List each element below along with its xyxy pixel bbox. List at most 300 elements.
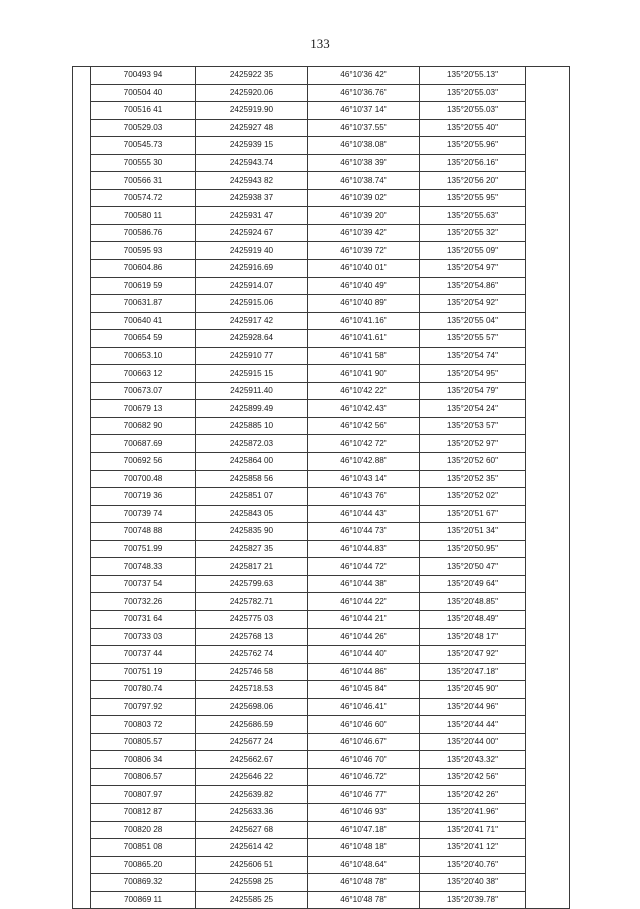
latitude-cell: 46°10'48 18" <box>308 839 420 857</box>
table-row <box>73 119 570 137</box>
longitude-cell: 135°20'55 40" <box>420 119 526 137</box>
y-coordinate-cell: 2425928.64 <box>196 330 308 348</box>
notes-cell <box>526 189 570 207</box>
latitude-cell: 46°10'40 01" <box>308 260 420 278</box>
y-coordinate-cell: 2425916.69 <box>196 260 308 278</box>
longitude-cell: 135°20'54.86" <box>420 277 526 295</box>
x-coordinate-cell: 700580 11 <box>91 207 196 225</box>
row-margin-cell <box>73 382 91 400</box>
row-margin-cell <box>73 312 91 330</box>
notes-cell <box>526 470 570 488</box>
longitude-cell: 135°20'55 95" <box>420 189 526 207</box>
longitude-cell: 135°20'52 35" <box>420 470 526 488</box>
table-row <box>73 330 570 348</box>
row-margin-cell <box>73 365 91 383</box>
notes-cell <box>526 277 570 295</box>
row-margin-cell <box>73 224 91 242</box>
notes-cell <box>526 242 570 260</box>
table-row <box>73 382 570 400</box>
y-coordinate-cell: 2425915 15 <box>196 365 308 383</box>
row-margin-cell <box>73 523 91 541</box>
longitude-cell: 135°20'48 17" <box>420 628 526 646</box>
longitude-cell: 135°20'54 74" <box>420 347 526 365</box>
latitude-cell: 46°10'42.88" <box>308 453 420 471</box>
table-row <box>73 172 570 190</box>
table-row <box>73 207 570 225</box>
notes-cell <box>526 137 570 155</box>
latitude-cell: 46°10'48 78" <box>308 874 420 892</box>
x-coordinate-cell: 700529.03 <box>91 119 196 137</box>
x-coordinate-cell: 700687.69 <box>91 435 196 453</box>
latitude-cell: 46°10'46.72" <box>308 768 420 786</box>
y-coordinate-cell: 2425718.53 <box>196 681 308 699</box>
table-row <box>73 523 570 541</box>
longitude-cell: 135°20'47.18" <box>420 663 526 681</box>
table-row <box>73 505 570 523</box>
table-row <box>73 312 570 330</box>
row-margin-cell <box>73 874 91 892</box>
longitude-cell: 135°20'56 20" <box>420 172 526 190</box>
y-coordinate-cell: 2425922 35 <box>196 67 308 85</box>
latitude-cell: 46°10'42 72" <box>308 435 420 453</box>
longitude-cell: 135°20'54 92" <box>420 295 526 313</box>
notes-cell <box>526 610 570 628</box>
latitude-cell: 46°10'46.41" <box>308 698 420 716</box>
x-coordinate-cell: 700631.87 <box>91 295 196 313</box>
latitude-cell: 46°10'40 49" <box>308 277 420 295</box>
longitude-cell: 135°20'54 95" <box>420 365 526 383</box>
y-coordinate-cell: 2425646 22 <box>196 768 308 786</box>
row-margin-cell <box>73 575 91 593</box>
notes-cell <box>526 260 570 278</box>
x-coordinate-cell: 700737 54 <box>91 575 196 593</box>
notes-cell <box>526 295 570 313</box>
y-coordinate-cell: 2425924 67 <box>196 224 308 242</box>
latitude-cell: 46°10'41.16" <box>308 312 420 330</box>
table-row <box>73 786 570 804</box>
longitude-cell: 135°20'41 71" <box>420 821 526 839</box>
table-row <box>73 768 570 786</box>
table-row <box>73 751 570 769</box>
row-margin-cell <box>73 260 91 278</box>
y-coordinate-cell: 2425606 51 <box>196 856 308 874</box>
notes-cell <box>526 874 570 892</box>
x-coordinate-cell: 700748 88 <box>91 523 196 541</box>
row-margin-cell <box>73 768 91 786</box>
y-coordinate-cell: 2425835 90 <box>196 523 308 541</box>
longitude-cell: 135°20'51 34" <box>420 523 526 541</box>
latitude-cell: 46°10'39 72" <box>308 242 420 260</box>
notes-cell <box>526 400 570 418</box>
table-row <box>73 698 570 716</box>
y-coordinate-cell: 2425817 21 <box>196 558 308 576</box>
y-coordinate-cell: 2425633.36 <box>196 803 308 821</box>
row-margin-cell <box>73 839 91 857</box>
longitude-cell: 135°20'40 38" <box>420 874 526 892</box>
table-row <box>73 646 570 664</box>
y-coordinate-cell: 2425698.06 <box>196 698 308 716</box>
x-coordinate-cell: 700700.48 <box>91 470 196 488</box>
longitude-cell: 135°20'55.03" <box>420 102 526 120</box>
latitude-cell: 46°10'44 86" <box>308 663 420 681</box>
latitude-cell: 46°10'41 58" <box>308 347 420 365</box>
x-coordinate-cell: 700574.72 <box>91 189 196 207</box>
notes-cell <box>526 768 570 786</box>
table-row <box>73 681 570 699</box>
x-coordinate-cell: 700692 56 <box>91 453 196 471</box>
latitude-cell: 46°10'44 38" <box>308 575 420 593</box>
latitude-cell: 46°10'39 02" <box>308 189 420 207</box>
notes-cell <box>526 663 570 681</box>
x-coordinate-cell: 700566 31 <box>91 172 196 190</box>
y-coordinate-cell: 2425627 68 <box>196 821 308 839</box>
latitude-cell: 46°10'42.43" <box>308 400 420 418</box>
latitude-cell: 46°10'44 72" <box>308 558 420 576</box>
x-coordinate-cell: 700869 11 <box>91 891 196 909</box>
notes-cell <box>526 856 570 874</box>
y-coordinate-cell: 2425919 40 <box>196 242 308 260</box>
longitude-cell: 135°20'52 97" <box>420 435 526 453</box>
y-coordinate-cell: 2425899.49 <box>196 400 308 418</box>
row-margin-cell <box>73 628 91 646</box>
x-coordinate-cell: 700748.33 <box>91 558 196 576</box>
longitude-cell: 135°20'45 90" <box>420 681 526 699</box>
x-coordinate-cell: 700619 59 <box>91 277 196 295</box>
row-margin-cell <box>73 330 91 348</box>
x-coordinate-cell: 700586.76 <box>91 224 196 242</box>
row-margin-cell <box>73 558 91 576</box>
row-margin-cell <box>73 751 91 769</box>
longitude-cell: 135°20'44 44" <box>420 716 526 734</box>
page-number: 133 <box>310 36 330 51</box>
table-row <box>73 365 570 383</box>
notes-cell <box>526 119 570 137</box>
longitude-cell: 135°20'50 47" <box>420 558 526 576</box>
latitude-cell: 46°10'44.83" <box>308 540 420 558</box>
x-coordinate-cell: 700806.57 <box>91 768 196 786</box>
y-coordinate-cell: 2425614 42 <box>196 839 308 857</box>
table-row <box>73 453 570 471</box>
notes-cell <box>526 365 570 383</box>
y-coordinate-cell: 2425938 37 <box>196 189 308 207</box>
table-row <box>73 67 570 85</box>
notes-cell <box>526 505 570 523</box>
x-coordinate-cell: 700595 93 <box>91 242 196 260</box>
longitude-cell: 135°20'44 00" <box>420 733 526 751</box>
y-coordinate-cell: 2425914.07 <box>196 277 308 295</box>
row-margin-cell <box>73 488 91 506</box>
row-margin-cell <box>73 716 91 734</box>
row-margin-cell <box>73 119 91 137</box>
longitude-cell: 135°20'50.95" <box>420 540 526 558</box>
row-margin-cell <box>73 242 91 260</box>
row-margin-cell <box>73 400 91 418</box>
notes-cell <box>526 382 570 400</box>
row-margin-cell <box>73 803 91 821</box>
notes-cell <box>526 751 570 769</box>
latitude-cell: 46°10'44 22" <box>308 593 420 611</box>
y-coordinate-cell: 2425943.74 <box>196 154 308 172</box>
y-coordinate-cell: 2425910 77 <box>196 347 308 365</box>
table-row <box>73 803 570 821</box>
y-coordinate-cell: 2425917 42 <box>196 312 308 330</box>
table-row <box>73 628 570 646</box>
notes-cell <box>526 523 570 541</box>
row-margin-cell <box>73 593 91 611</box>
notes-cell <box>526 698 570 716</box>
y-coordinate-cell: 2425915.06 <box>196 295 308 313</box>
latitude-cell: 46°10'48.64" <box>308 856 420 874</box>
row-margin-cell <box>73 207 91 225</box>
row-margin-cell <box>73 505 91 523</box>
notes-cell <box>526 102 570 120</box>
x-coordinate-cell: 700653.10 <box>91 347 196 365</box>
row-margin-cell <box>73 646 91 664</box>
longitude-cell: 135°20'55 57" <box>420 330 526 348</box>
longitude-cell: 135°20'55 32" <box>420 224 526 242</box>
y-coordinate-cell: 2425686.59 <box>196 716 308 734</box>
latitude-cell: 46°10'36.76" <box>308 84 420 102</box>
table-row <box>73 593 570 611</box>
longitude-cell: 135°20'41 12" <box>420 839 526 857</box>
latitude-cell: 46°10'43 14" <box>308 470 420 488</box>
table-row <box>73 575 570 593</box>
longitude-cell: 135°20'42 56" <box>420 768 526 786</box>
notes-cell <box>526 786 570 804</box>
x-coordinate-cell: 700555 30 <box>91 154 196 172</box>
latitude-cell: 46°10'42 56" <box>308 417 420 435</box>
longitude-cell: 135°20'39.78" <box>420 891 526 909</box>
table-row <box>73 856 570 874</box>
row-margin-cell <box>73 347 91 365</box>
table-row <box>73 189 570 207</box>
y-coordinate-cell: 2425662.67 <box>196 751 308 769</box>
notes-cell <box>526 154 570 172</box>
row-margin-cell <box>73 277 91 295</box>
notes-cell <box>526 540 570 558</box>
y-coordinate-cell: 2425782.71 <box>196 593 308 611</box>
notes-cell <box>526 716 570 734</box>
latitude-cell: 46°10'40 89" <box>308 295 420 313</box>
notes-cell <box>526 646 570 664</box>
x-coordinate-cell: 700751 19 <box>91 663 196 681</box>
x-coordinate-cell: 700516 41 <box>91 102 196 120</box>
notes-cell <box>526 312 570 330</box>
y-coordinate-cell: 2425799.63 <box>196 575 308 593</box>
notes-cell <box>526 839 570 857</box>
longitude-cell: 135°20'48.49" <box>420 610 526 628</box>
x-coordinate-cell: 700493 94 <box>91 67 196 85</box>
longitude-cell: 135°20'55.13" <box>420 67 526 85</box>
notes-cell <box>526 891 570 909</box>
row-margin-cell <box>73 786 91 804</box>
y-coordinate-cell: 2425885 10 <box>196 417 308 435</box>
y-coordinate-cell: 2425872.03 <box>196 435 308 453</box>
latitude-cell: 46°10'46 70" <box>308 751 420 769</box>
y-coordinate-cell: 2425677 24 <box>196 733 308 751</box>
y-coordinate-cell: 2425843 05 <box>196 505 308 523</box>
row-margin-cell <box>73 102 91 120</box>
table-row <box>73 891 570 909</box>
table-row <box>73 277 570 295</box>
x-coordinate-cell: 700865.20 <box>91 856 196 874</box>
row-margin-cell <box>73 67 91 85</box>
latitude-cell: 46°10'36 42" <box>308 67 420 85</box>
notes-cell <box>526 488 570 506</box>
notes-cell <box>526 681 570 699</box>
notes-cell <box>526 224 570 242</box>
x-coordinate-cell: 700719 36 <box>91 488 196 506</box>
table-row <box>73 400 570 418</box>
longitude-cell: 135°20'53 57" <box>420 417 526 435</box>
x-coordinate-cell: 700663 12 <box>91 365 196 383</box>
longitude-cell: 135°20'40.76" <box>420 856 526 874</box>
table-row <box>73 347 570 365</box>
longitude-cell: 135°20'55.63" <box>420 207 526 225</box>
longitude-cell: 135°20'48.85" <box>420 593 526 611</box>
latitude-cell: 46°10'41 90" <box>308 365 420 383</box>
x-coordinate-cell: 700797.92 <box>91 698 196 716</box>
latitude-cell: 46°10'44 40" <box>308 646 420 664</box>
y-coordinate-cell: 2425943 82 <box>196 172 308 190</box>
notes-cell <box>526 803 570 821</box>
x-coordinate-cell: 700806 34 <box>91 751 196 769</box>
row-margin-cell <box>73 295 91 313</box>
longitude-cell: 135°20'55.03" <box>420 84 526 102</box>
latitude-cell: 46°10'44 73" <box>308 523 420 541</box>
row-margin-cell <box>73 172 91 190</box>
y-coordinate-cell: 2425775 03 <box>196 610 308 628</box>
y-coordinate-cell: 2425919.90 <box>196 102 308 120</box>
latitude-cell: 46°10'37.55" <box>308 119 420 137</box>
longitude-cell: 135°20'54 97" <box>420 260 526 278</box>
x-coordinate-cell: 700751.99 <box>91 540 196 558</box>
row-margin-cell <box>73 610 91 628</box>
notes-cell <box>526 733 570 751</box>
y-coordinate-cell: 2425827 35 <box>196 540 308 558</box>
notes-cell <box>526 330 570 348</box>
row-margin-cell <box>73 435 91 453</box>
table-row <box>73 137 570 155</box>
y-coordinate-cell: 2425864 00 <box>196 453 308 471</box>
notes-cell <box>526 435 570 453</box>
x-coordinate-cell: 700820 28 <box>91 821 196 839</box>
longitude-cell: 135°20'41.96" <box>420 803 526 821</box>
y-coordinate-cell: 2425746 58 <box>196 663 308 681</box>
x-coordinate-cell: 700640 41 <box>91 312 196 330</box>
table-row <box>73 242 570 260</box>
table-row <box>73 839 570 857</box>
row-margin-cell <box>73 856 91 874</box>
notes-cell <box>526 207 570 225</box>
y-coordinate-cell: 2425911.40 <box>196 382 308 400</box>
longitude-cell: 135°20'55 09" <box>420 242 526 260</box>
x-coordinate-cell: 700739 74 <box>91 505 196 523</box>
row-margin-cell <box>73 417 91 435</box>
table-row <box>73 84 570 102</box>
latitude-cell: 46°10'42 22" <box>308 382 420 400</box>
x-coordinate-cell: 700731 64 <box>91 610 196 628</box>
table-row <box>73 610 570 628</box>
table-row <box>73 260 570 278</box>
latitude-cell: 46°10'37 14" <box>308 102 420 120</box>
y-coordinate-cell: 2425858 56 <box>196 470 308 488</box>
table-row <box>73 663 570 681</box>
longitude-cell: 135°20'52 60" <box>420 453 526 471</box>
x-coordinate-cell: 700679 13 <box>91 400 196 418</box>
y-coordinate-cell: 2425639.82 <box>196 786 308 804</box>
latitude-cell: 46°10'46 60" <box>308 716 420 734</box>
coordinates-table <box>72 66 570 909</box>
longitude-cell: 135°20'54 79" <box>420 382 526 400</box>
latitude-cell: 46°10'48 78" <box>308 891 420 909</box>
coordinates-table-body <box>73 67 570 909</box>
latitude-cell: 46°10'39 42" <box>308 224 420 242</box>
x-coordinate-cell: 700805.57 <box>91 733 196 751</box>
notes-cell <box>526 347 570 365</box>
longitude-cell: 135°20'47 92" <box>420 646 526 664</box>
latitude-cell: 46°10'38.08" <box>308 137 420 155</box>
latitude-cell: 46°10'44 43" <box>308 505 420 523</box>
table-row <box>73 558 570 576</box>
y-coordinate-cell: 2425931 47 <box>196 207 308 225</box>
row-margin-cell <box>73 821 91 839</box>
table-row <box>73 540 570 558</box>
notes-cell <box>526 84 570 102</box>
longitude-cell: 135°20'55.96" <box>420 137 526 155</box>
x-coordinate-cell: 700812 87 <box>91 803 196 821</box>
table-row <box>73 470 570 488</box>
row-margin-cell <box>73 540 91 558</box>
longitude-cell: 135°20'43.32" <box>420 751 526 769</box>
x-coordinate-cell: 700732.26 <box>91 593 196 611</box>
latitude-cell: 46°10'45 84" <box>308 681 420 699</box>
latitude-cell: 46°10'38 39" <box>308 154 420 172</box>
y-coordinate-cell: 2425585 25 <box>196 891 308 909</box>
row-margin-cell <box>73 681 91 699</box>
notes-cell <box>526 628 570 646</box>
latitude-cell: 46°10'43 76" <box>308 488 420 506</box>
x-coordinate-cell: 700682 90 <box>91 417 196 435</box>
x-coordinate-cell: 700604.86 <box>91 260 196 278</box>
latitude-cell: 46°10'41.61" <box>308 330 420 348</box>
table-row <box>73 733 570 751</box>
longitude-cell: 135°20'55 04" <box>420 312 526 330</box>
x-coordinate-cell: 700780.74 <box>91 681 196 699</box>
row-margin-cell <box>73 470 91 488</box>
row-margin-cell <box>73 663 91 681</box>
row-margin-cell <box>73 137 91 155</box>
table-row <box>73 435 570 453</box>
y-coordinate-cell: 2425920.06 <box>196 84 308 102</box>
row-margin-cell <box>73 453 91 471</box>
notes-cell <box>526 593 570 611</box>
y-coordinate-cell: 2425768 13 <box>196 628 308 646</box>
table-row <box>73 295 570 313</box>
row-margin-cell <box>73 891 91 909</box>
x-coordinate-cell: 700803 72 <box>91 716 196 734</box>
latitude-cell: 46°10'44 21" <box>308 610 420 628</box>
latitude-cell: 46°10'39 20" <box>308 207 420 225</box>
longitude-cell: 135°20'51 67" <box>420 505 526 523</box>
y-coordinate-cell: 2425927 48 <box>196 119 308 137</box>
longitude-cell: 135°20'49 64" <box>420 575 526 593</box>
y-coordinate-cell: 2425851 07 <box>196 488 308 506</box>
notes-cell <box>526 821 570 839</box>
longitude-cell: 135°20'52 02" <box>420 488 526 506</box>
notes-cell <box>526 558 570 576</box>
row-margin-cell <box>73 733 91 751</box>
